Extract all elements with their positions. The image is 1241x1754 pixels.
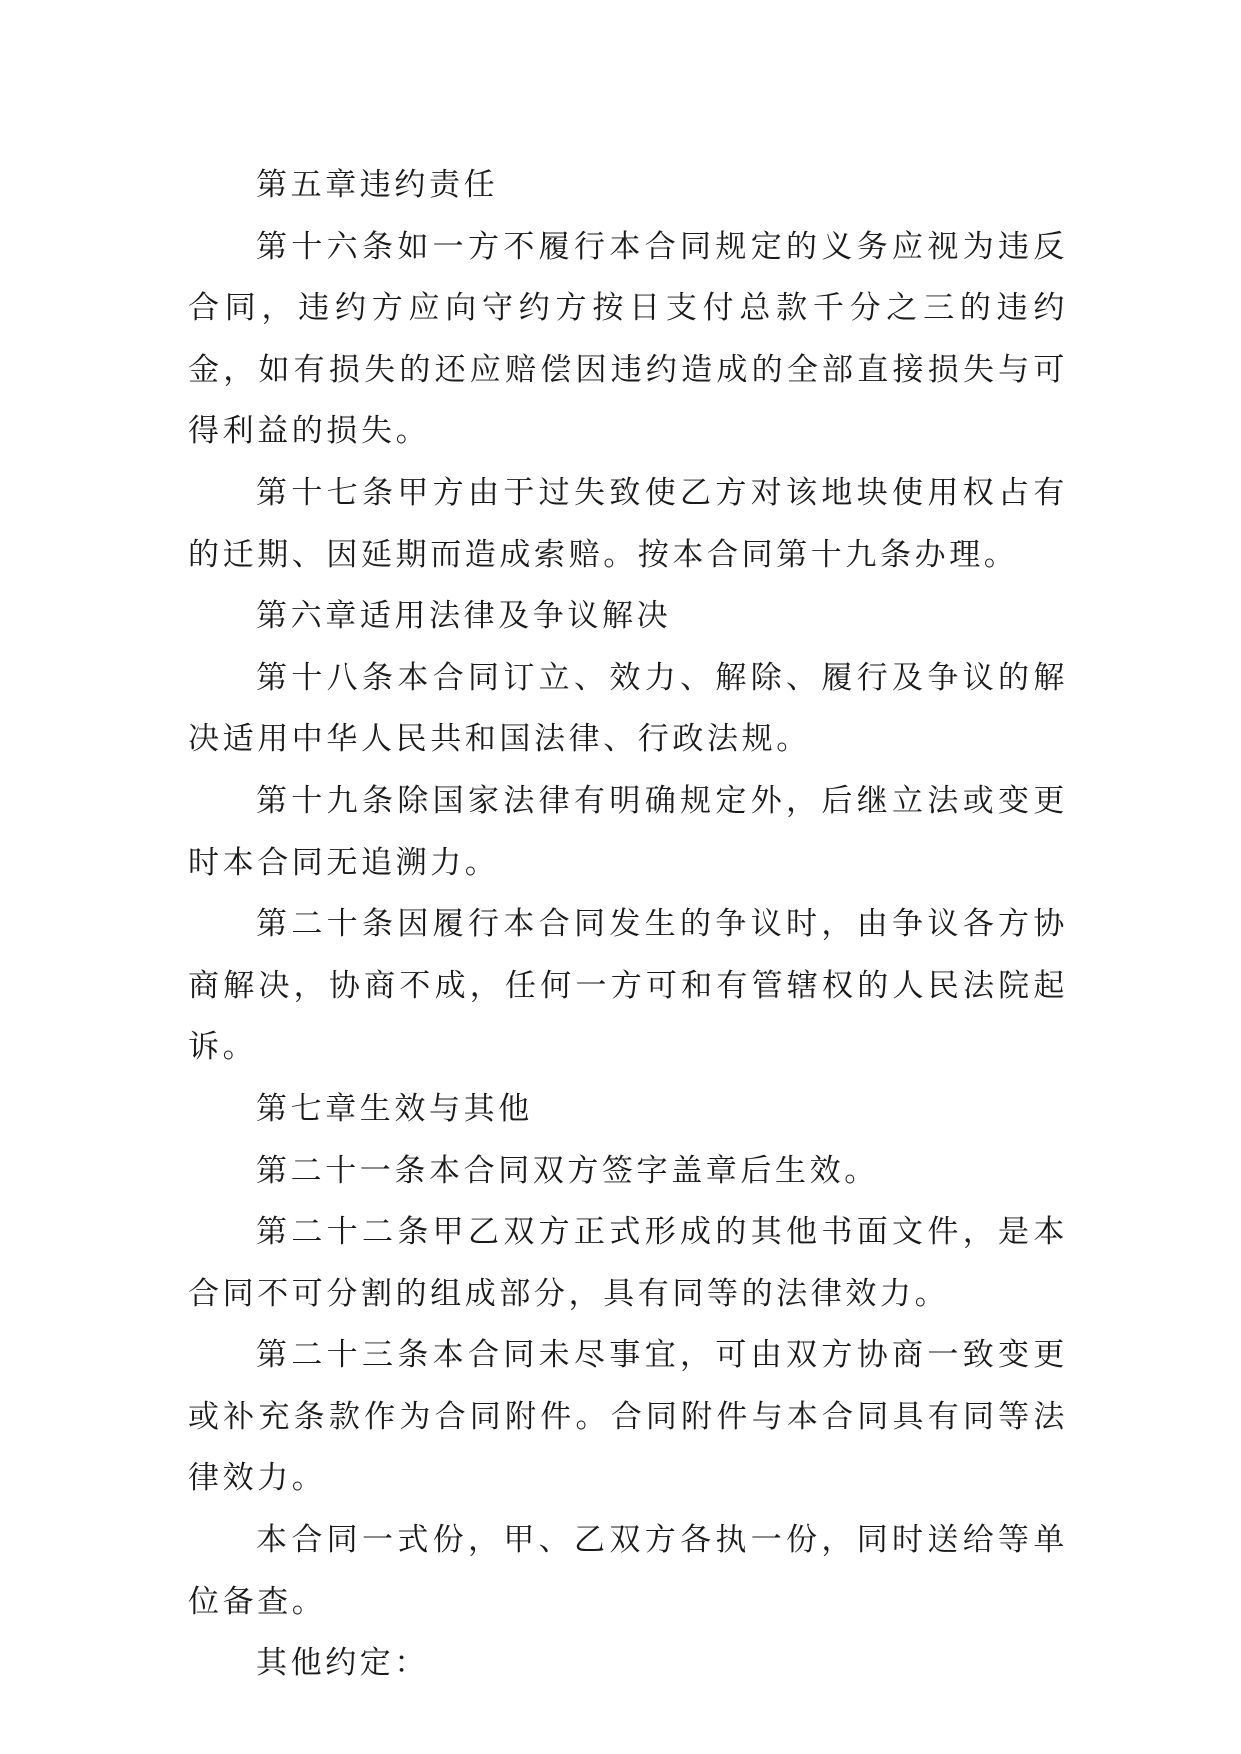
article-21: 第二十一条本合同双方签字盖章后生效。 [256,1152,879,1189]
document-page [188,155,1068,1695]
article-18: 第十八条本合同订立、效力、解除、履行及争议的解决适用中华人民共和国法律、行政法规。 [188,659,1068,758]
article-19: 第十九条除国家法律有明确规定外，后继立法或变更时本合同无追溯力。 [188,782,1068,881]
copies-clause: 本合同一式份，甲、乙双方各执一份，同时送给等单位备查。 [188,1522,1068,1620]
chapter-heading-6: 第六章适用法律及争议解决 [256,598,672,635]
article-23: 第二十三条本合同未尽事宜，可由双方协商一致变更或补充条款作为合同附件。合同附件与本合同具有同等法律效力。 [188,1337,1068,1497]
article-22: 第二十二条甲乙双方正式形成的其他书面文件，是本合同不可分割的组成部分，具有同等的法律效力。 [188,1214,1068,1312]
chapter-heading-7: 第七章生效与其他 [256,1090,533,1127]
chapter-heading-5: 第五章违约责任 [256,167,499,203]
article-17: 第十七条甲方由于过失致使乙方对该地块使用权占有的迁期、因延期而造成索赔。按本合同第十九条办理。 [188,474,1068,573]
other-agreements: 其他约定： [256,1645,429,1682]
article-16: 第十六条如一方不履行本合同规定的义务应视为违反合同，违约方应向守约方按日支付总款千分之三的违约金，如有损失的还应赔偿因违约造成的全部直接损失与可得利益的损失。 [188,228,1068,450]
article-20: 第二十条因履行本合同发生的争议时，由争议各方协商解决，协商不成，任何一方可和有管辖权的人民法院起诉。 [188,906,1068,1066]
